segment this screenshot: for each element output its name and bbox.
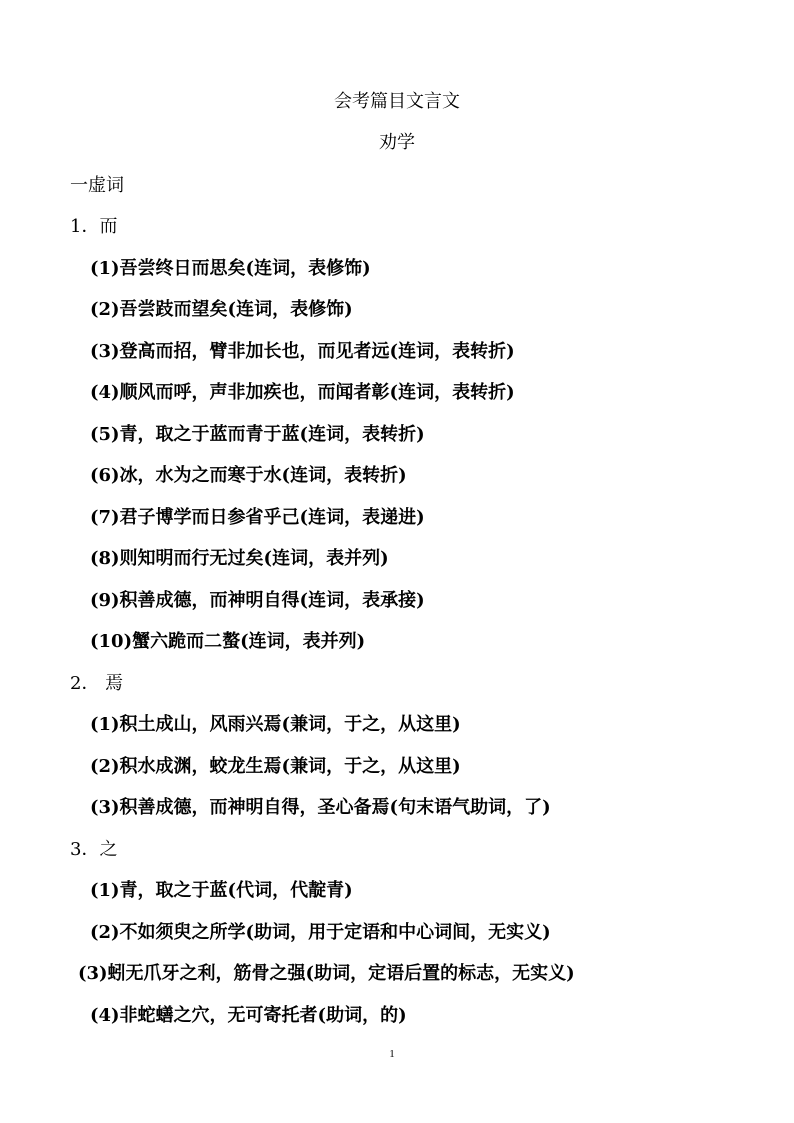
list-item: (7)君子博学而日参省乎己(连词，表递进) <box>90 507 425 528</box>
document-title: 会考篇目文言文 <box>334 91 460 112</box>
list-item: (2)积水成渊，蛟龙生焉(兼词，于之，从这里) <box>90 756 461 777</box>
list-item: (3)积善成德，而神明自得，圣心备焉(句末语气助词，了) <box>90 797 551 818</box>
list-item: (2)吾尝跂而望矣(连词，表修饰) <box>90 299 353 320</box>
list-item: (4)顺风而呼，声非加疾也，而闻者彰(连词，表转折) <box>90 382 515 403</box>
list-item: (1)积土成山，风雨兴焉(兼词，于之，从这里) <box>90 714 461 735</box>
list-item: (8)则知明而行无过矣(连词，表并列) <box>90 548 389 569</box>
list-item: (3)蚓无爪牙之利，筋骨之强(助词，定语后置的标志，无实义) <box>78 963 575 984</box>
document-subtitle: 劝学 <box>379 132 415 153</box>
group-heading: 3．之 <box>70 839 118 860</box>
group-heading: 2． 焉 <box>70 673 124 694</box>
group-heading: 1．而 <box>70 216 118 237</box>
list-item: (1)青，取之于蓝(代词，代靛青) <box>90 880 353 901</box>
list-item: (1)吾尝终日而思矣(连词，表修饰) <box>90 258 371 279</box>
list-item: (4)非蛇蟮之穴，无可寄托者(助词，的) <box>90 1005 407 1026</box>
page-number: 1 <box>389 1048 395 1060</box>
list-item: (10)蟹六跪而二螯(连词，表并列) <box>90 631 366 652</box>
list-item: (2)不如须臾之所学(助词，用于定语和中心词间，无实义) <box>90 922 551 943</box>
list-item: (5)青，取之于蓝而青于蓝(连词，表转折) <box>90 424 425 445</box>
list-item: (3)登高而招，臂非加长也，而见者远(连词，表转折) <box>90 341 515 362</box>
list-item: (6)冰，水为之而寒于水(连词，表转折) <box>90 465 407 486</box>
list-item: (9)积善成德，而神明自得(连词，表承接) <box>90 590 425 611</box>
section-heading: 一虚词 <box>70 175 124 196</box>
